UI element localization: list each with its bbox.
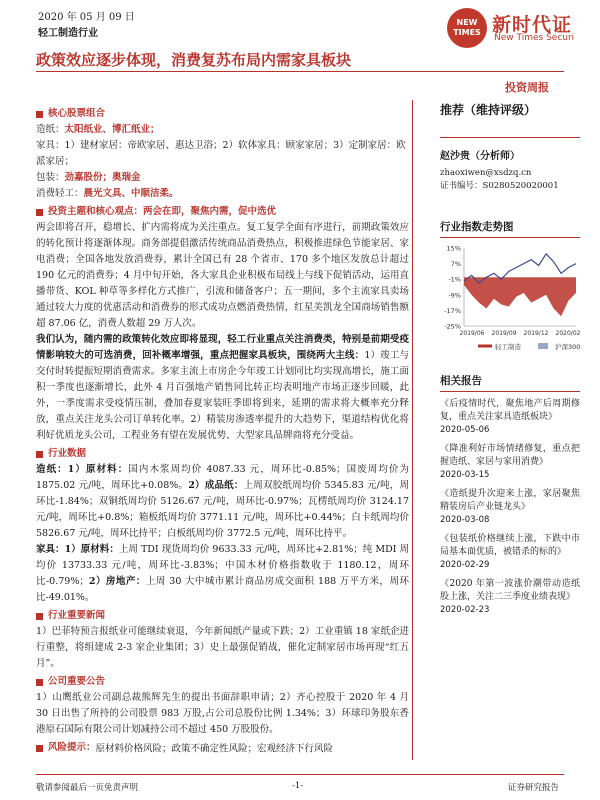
core-stocks-heading: 核心股票组合 (36, 106, 409, 122)
series-area-1 (464, 277, 576, 316)
y-tick-label: -1% (448, 275, 461, 284)
bullet-square-icon (36, 745, 43, 752)
analyst-email[interactable]: zhaoxiwen@xsdzq.cn (440, 168, 532, 178)
y-tick-label: -9% (448, 291, 461, 300)
y-tick-label: -25% (444, 322, 461, 331)
core-view-paragraph-2: 我们认为，随内需的政策转化效应即将显现，轻工行业重点关注消费类，特别是前期受疫情影响较大的可选消费，回补概率增强，重点把握家具板块，围绕两大主线：1）竣工与交付时转提振短期消费需求。多家主流上市房企今年竣工计划同比均实现高增长，施工面积一季度也逐渐增长，此外 4 月百强地产销售同比转正均表明地产市场正逐步回暖，此外，一季度需求受疫情压制，叠加春夏家装旺季即将到来，延期的需求将大概率充分释放，重点关注龙头公司订单转化率。2）精装房渗透率提升的大趋势下，渠道结构优化将利好优质龙头公司，工程业务有望在发展优势、大型家具品牌商将充分受益。 (36, 334, 409, 441)
legend-label: 沪深300 (555, 343, 580, 351)
chart-heading: 行业指数走势图 (440, 221, 514, 233)
y-tick-label: -17% (444, 306, 461, 315)
related-reports-divider (440, 391, 580, 392)
footer-report-type: 证券研究报告 (508, 783, 560, 793)
x-tick-label: 2020/02 (555, 330, 580, 337)
core-line-paper: 造纸：太阳纸业、博汇纸业； (36, 124, 160, 135)
company-logo-icon: NEW TIMES (447, 8, 487, 48)
industry-news-paragraph: 1）巴菲特预言报纸业可能继续衰退，今年新闻纸产量或下跌；2）工业重镇 18 家纸企进行重整，将组建成 2-3 家企业集团；3）史上最强促销战，催化定制家居市场再现“红五月”。 (36, 626, 409, 669)
core-line-furniture: 家具：1）建材家居：帝欧家居、惠达卫浴；2）软体家具：顾家家居；3）定制家居：欧派家居； (36, 140, 406, 167)
industry-data-heading: 行业数据 (36, 446, 409, 462)
rating-divider (440, 137, 580, 138)
core-view-heading: 投资主题和核心观点：两会在即，聚焦内需，促中选优 (36, 204, 409, 220)
related-report-item[interactable]: 《2020 年第一波涨价潮带动造纸股上涨，关注二三季度业绩表现》 2020-02-23 (440, 579, 580, 615)
page-number: -1- (292, 781, 304, 791)
related-reports-heading: 相关报告 (440, 375, 482, 387)
bullet-square-icon (36, 111, 43, 118)
industry-news-heading: 行业重要新闻 (36, 608, 409, 624)
legend-swatch (538, 343, 548, 349)
x-tick-label: 2019/12 (523, 330, 549, 337)
bullet-square-icon (36, 209, 43, 216)
legend-label: 轻工制造 (495, 343, 521, 351)
x-tick-label: 2019/09 (491, 330, 517, 337)
sidebar (440, 104, 580, 623)
rating-label: 推荐（维持评级） (440, 103, 537, 117)
paper-data-paragraph: 造纸：1）原材料：国内木浆周均价 4087.33 元，周环比-0.85%；国废周均价为 1875.02 元/吨，周环比+0.08%。2）成品纸：上周双胶纸周均价 5345.83 元/吨，周环比-1.84%；双铜纸周均价 5126.67 元/吨，周环比-0.97%；瓦楞纸周均价 3124.17 元/吨，周环比+0.8%；箱板纸周均价 3771.11 元/吨，周环比+0.44%；白卡纸周均价 5826.67 元/吨，周环比持平；白板纸周均价 3772.5 元/吨，周环比持平。 (36, 464, 409, 539)
footer-disclaimer: 敬请参阅最后一页免责声明 (36, 783, 139, 793)
industry-label: 轻工制造行业 (38, 28, 98, 39)
analyst-name: 赵沙贵（分析师） (440, 151, 520, 162)
title-divider (36, 71, 564, 72)
y-tick-label: 7% (450, 260, 461, 269)
core-view-paragraph-1: 两会即将召开，稳增长、扩内需将成为关注重点。复工复学全面有序进行，前期政策效应的转化预计将逐渐体现。商务部提倡激活传统商品消费热点，积极推进绿色节能家居、家电消费；全国各地发放消费券，累计全国已有 28 个省市、170 多个地区发放总计超过 190 亿元的消费券；4 月中旬开始，各大家具企业积极布局线上与线下促销活动，运用直播带货、KOL 种草等多样化方式推广，引流和储备客户；五一期间，多个主流家具卖场通过较大力度的优惠活动和消费券的形式成功点燃消费热情，红星美凯龙全国商场销售额超 87.06 亿，消费人数超 29 万人次。 (36, 222, 409, 329)
related-report-item[interactable]: 《降准利好市场情绪修复，重点把握造纸、家居与家用消费》 2020-03-15 (440, 444, 580, 480)
related-report-item[interactable]: 《包装纸价格继续上涨，下跌中市局基本面优质，被错杀的标的》 2020-02-29 (440, 534, 580, 570)
core-line-consumer: 消费轻工：晨光文具、中顺洁柔。 (36, 188, 179, 199)
bullet-square-icon (36, 451, 43, 458)
bullet-square-icon (36, 679, 43, 686)
bullet-square-icon (36, 613, 43, 620)
core-line-packaging: 包装：劲嘉股份；奥瑞金 (36, 172, 141, 183)
index-trend-chart (440, 244, 580, 356)
footer-divider (36, 774, 564, 775)
company-name-cn: 新时代证 (492, 14, 573, 36)
company-announcement-heading: 公司重要公告 (36, 674, 409, 690)
y-tick-label: 15% (446, 244, 461, 253)
related-reports-list (440, 398, 580, 617)
main-content (36, 104, 409, 758)
chart-heading-divider (440, 237, 580, 238)
related-report-item[interactable]: 《后疫情时代，聚焦地产后周期修复，重点关注家具造纸板块》 2020-05-06 (440, 399, 580, 435)
related-report-item[interactable]: 《造纸提升次迎来上涨，家居聚焦精装房后产业链龙头》 2020-03-08 (440, 489, 580, 525)
furniture-data-paragraph: 家具：1）原材料：上周 TDI 现货周均价 9633.33 元/吨，周环比+2.81%；纯 MDI 周均价 13733.33 元/吨，周环比-3.83%；中国木材价格指数收于 1180.12，周环比-0.79%；2）房地产：上周 30 大中城市累计商品房成交面积 188 万平方米，周环比-49.01%。 (36, 544, 409, 603)
x-tick-label: 2019/06 (459, 330, 485, 337)
company-announcement-paragraph: 1）山鹰纸业公司副总裁熊辉先生的提出书面辞职申请；2）齐心控股于 2020 年 4 月 30 日出售了所持的公司股票 983 万股,占公司总股份比例 1.34%；3）环球印务股东香港原石国际有限公司计划减持公司不超过 450 万股股份。 (36, 692, 409, 735)
risk-warning: 风险提示： 原材料价格风险；政策不确定性风险；宏观经济下行风险 (36, 738, 409, 758)
report-date: 2020 年 05 月 09 日 (38, 12, 135, 23)
analyst-certificate: 证书编号：S0280520020001 (440, 181, 559, 191)
company-name-en: New Times Securi (494, 33, 575, 43)
column-divider (412, 100, 413, 760)
report-title: 政策效应逐步体现，消费复苏布局内需家具板块 (36, 51, 352, 69)
report-subtitle: 投资周报 (505, 81, 549, 94)
